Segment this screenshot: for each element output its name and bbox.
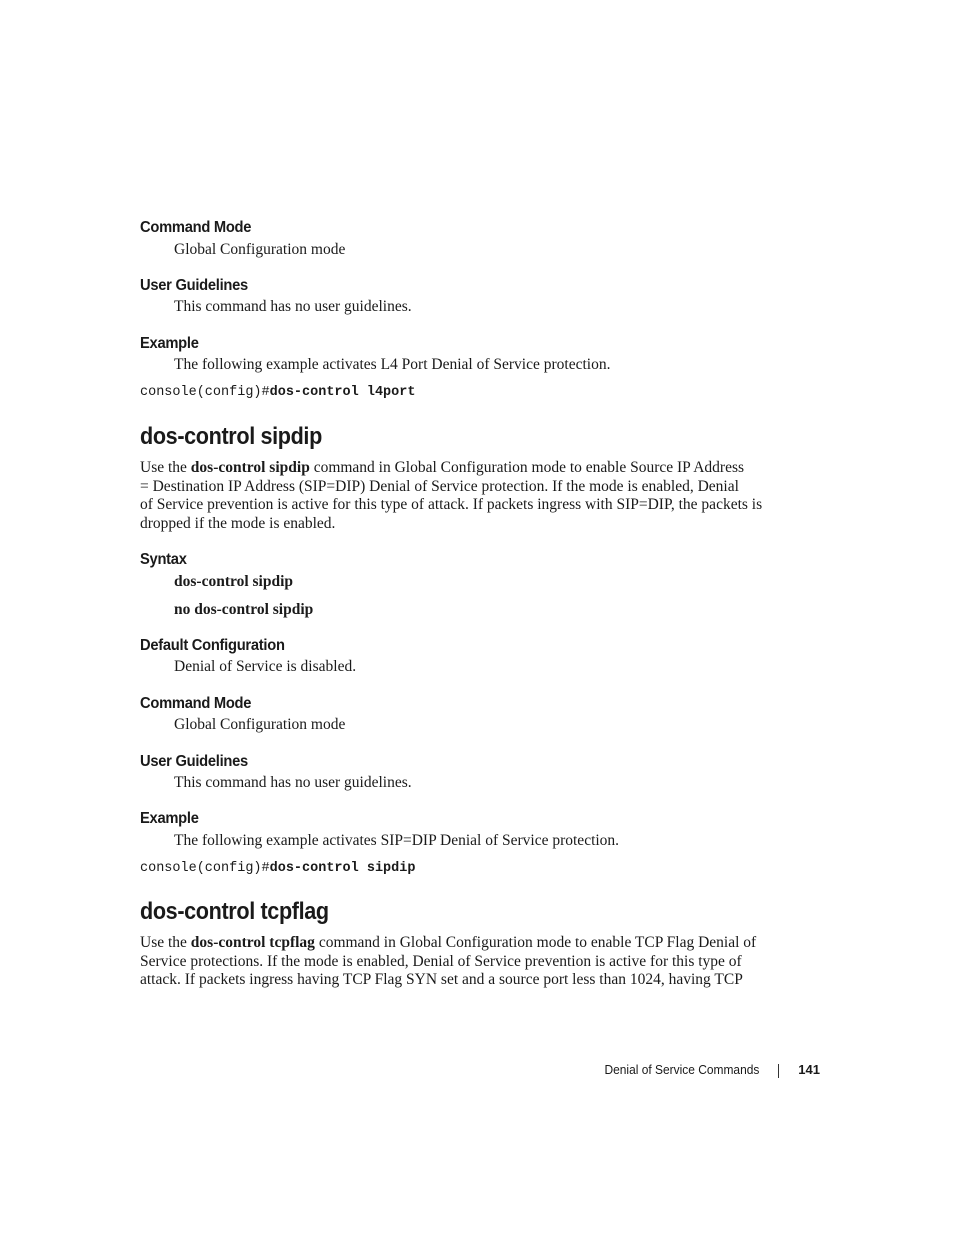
- description-sipdip: [140, 459, 763, 533]
- command-mode-text: Global Configuration mode: [174, 716, 346, 733]
- description-line: [140, 459, 760, 478]
- description-line: attack. If packets ingress having TCP Flag SYN set and a source port less than 1024, having TCP: [140, 971, 743, 989]
- description-line: Service protections. If the mode is enabled, Denial of Service prevention is active for this type of: [140, 952, 742, 970]
- inline-command: dos-control sipdip: [190, 459, 310, 476]
- inline-command: dos-control tcpflag: [190, 934, 315, 951]
- syntax-heading: Syntax: [140, 551, 187, 568]
- syntax-line: dos-control sipdip: [174, 573, 294, 590]
- description-rest: command in Global Configuration mode to enable TCP Flag Denial of: [314, 934, 757, 951]
- user-guidelines-text: This command has no user guidelines.: [174, 298, 412, 315]
- command-mode-heading: Command Mode: [140, 219, 252, 236]
- user-guidelines-text: This command has no user guidelines.: [174, 774, 412, 791]
- example-code: [140, 861, 415, 876]
- footer-separator: [778, 1064, 779, 1078]
- description-intro: Use the: [140, 459, 191, 476]
- user-guidelines-heading: User Guidelines: [140, 753, 248, 770]
- description-intro: Use the: [140, 934, 191, 951]
- page-number: 141: [798, 1062, 820, 1077]
- code-command: dos-control l4port: [269, 385, 416, 400]
- example-heading: Example: [140, 810, 199, 827]
- section-title-sipdip: dos-control sipdip: [140, 423, 322, 450]
- section-title-tcpflag: dos-control tcpflag: [140, 898, 329, 925]
- description-tcpflag: [140, 934, 760, 990]
- footer-section-name: Denial of Service Commands: [604, 1062, 759, 1077]
- description-line: [140, 934, 760, 953]
- code-prompt: console(config)#: [140, 385, 270, 400]
- syntax-line: no dos-control sipdip: [174, 601, 314, 618]
- code-prompt: console(config)#: [140, 861, 270, 876]
- user-guidelines-heading: User Guidelines: [140, 277, 248, 294]
- example-text: The following example activates SIP=DIP Denial of Service protection.: [174, 832, 620, 849]
- command-mode-text: Global Configuration mode: [174, 241, 346, 258]
- default-config-heading: Default Configuration: [140, 637, 285, 654]
- code-command: dos-control sipdip: [269, 861, 416, 876]
- example-code: [140, 385, 415, 400]
- description-line: of Service prevention is active for this type of attack. If packets ingress with SIP=DIP, the packets is: [140, 496, 763, 514]
- description-rest: command in Global Configuration mode to enable Source IP Address: [309, 459, 745, 476]
- example-heading: Example: [140, 335, 199, 352]
- default-config-text: Denial of Service is disabled.: [174, 658, 357, 675]
- page-footer: [560, 1062, 820, 1080]
- example-text: The following example activates L4 Port Denial of Service protection.: [174, 356, 611, 373]
- description-line: dropped if the mode is enabled.: [140, 514, 336, 532]
- command-mode-heading: Command Mode: [140, 695, 252, 712]
- description-line: = Destination IP Address (SIP=DIP) Denial of Service protection. If the mode is enabled, Denial: [140, 477, 739, 495]
